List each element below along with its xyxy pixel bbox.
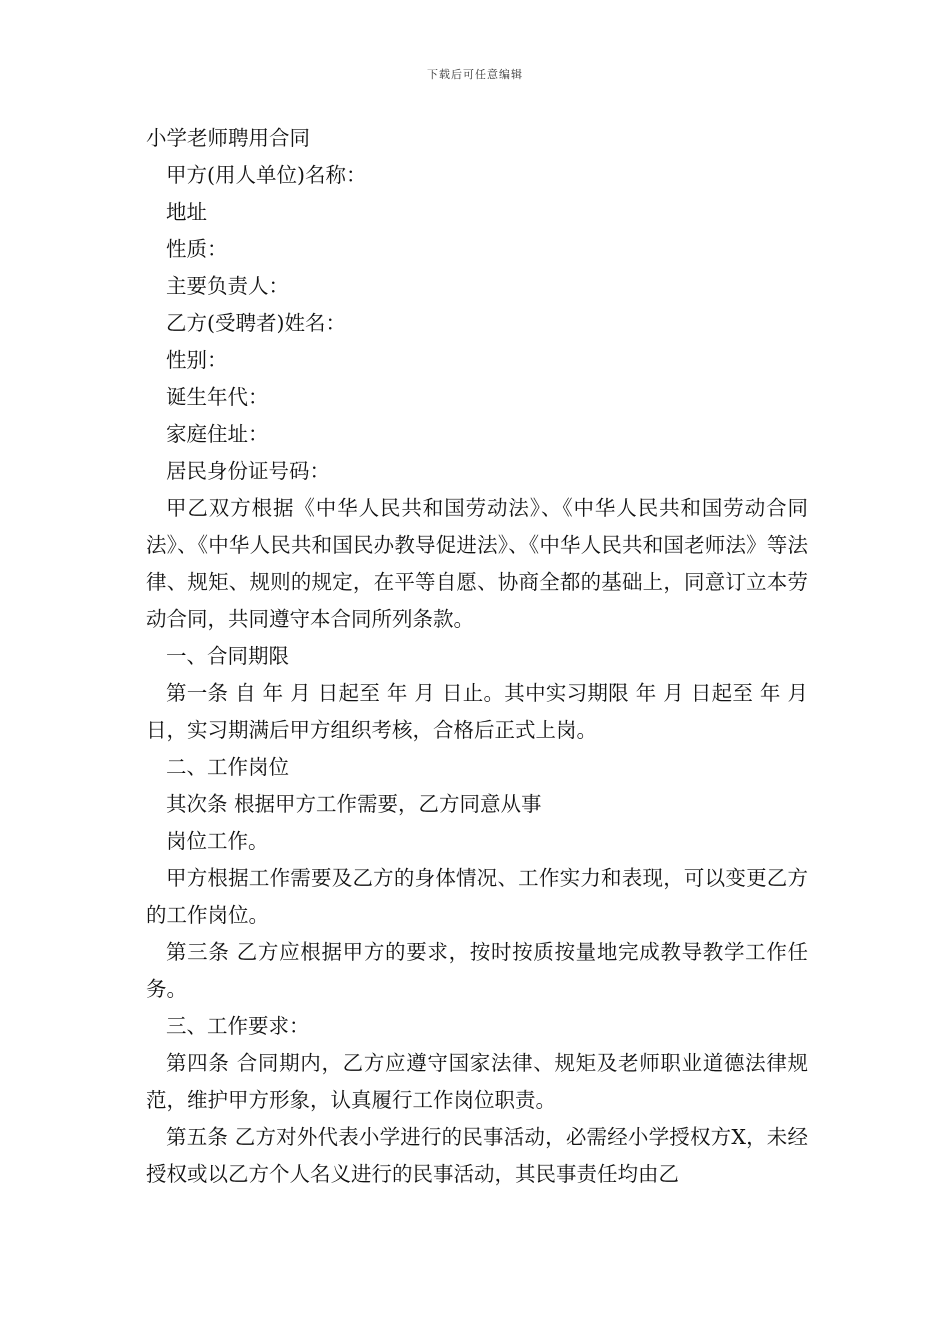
field-home-address: 家庭住址： [166,422,269,446]
article-3: 第三条 乙方应根据甲方的要求，按时按质按量地完成教导教学工作任务。 [146,940,808,1001]
field-id-number: 居民身份证号码： [166,459,330,483]
article-1: 第一条 自 年 月 日起至 年 月 日止。其中实习期限 年 月 日起至 年 月 日，实习期满后甲方组织考核，合格后正式上岗。 [146,681,808,742]
field-gender: 性别： [166,348,228,372]
field-birth: 诞生年代： [166,385,269,409]
field-party-b-name: 乙方(受聘者)姓名： [166,311,346,335]
field-nature: 性质： [166,237,228,261]
article-4: 第四条 合同期内，乙方应遵守国家法律、规矩及老师职业道德法律规范，维护甲方形象，认真履行工作岗位职责。 [146,1051,808,1112]
intro-paragraph: 甲乙双方根据《中华人民共和国劳动法》、《中华人民共和国劳动合同法》、《中华人民共和国民办教导促进法》、《中华人民共和国老师法》等法律、规矩、规则的规定，在平等自愿、协商全都的基础上，同意订立本劳动合同，共同遵守本合同所列条款。 [146,496,808,631]
section-heading-requirements: 三、工作要求： [166,1014,310,1038]
field-principal: 主要负责人： [166,274,289,298]
document-title: 小学老师聘用合同 [146,126,310,150]
field-party-a-name: 甲方(用人单位)名称： [166,163,367,187]
document-body [146,120,808,1193]
section-heading-term: 一、合同期限 [166,644,289,668]
article-2-line-1: 其次条 根据甲方工作需要，乙方同意从事 [166,792,542,816]
article-5: 第五条 乙方对外代表小学进行的民事活动，必需经小学授权方X，未经授权或以乙方个人名义进行的民事活动，其民事责任均由乙 [146,1125,808,1186]
page-header: 下载后可任意编辑 [427,68,523,81]
field-address: 地址 [166,200,207,224]
position-change-paragraph: 甲方根据工作需要及乙方的身体情况、工作实力和表现，可以变更乙方的工作岗位。 [146,866,808,927]
article-2-line-2: 岗位工作。 [166,829,269,853]
section-heading-position: 二、工作岗位 [166,755,289,779]
